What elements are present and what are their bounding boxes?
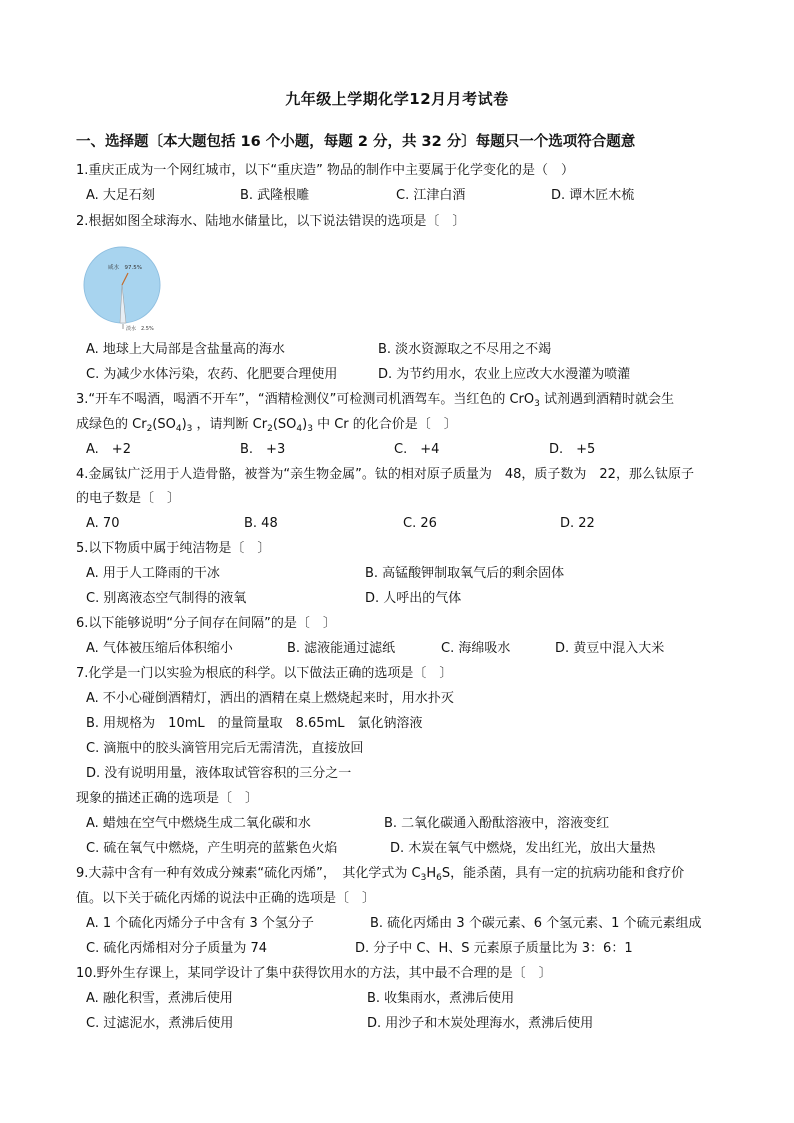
q8-option-c: C. 硫在氧气中燃烧，产生明亮的蓝紫色火焰 <box>86 841 338 856</box>
q3-option-c: C. +4 <box>394 442 440 457</box>
q2-option-b: B. 淡水资源取之不尽用之不竭 <box>378 342 552 357</box>
q2-option-c: C. 为减少水体污染，农药、化肥要合理使用 <box>86 367 338 382</box>
q8-option-b: B. 二氧化碳通入酚酞溶液中，溶液变红 <box>384 816 610 831</box>
question-8-stem: 现象的描述正确的选项是〔 〕 <box>76 791 259 806</box>
q6-option-c: C. 海绵吸水 <box>441 641 511 656</box>
q1-option-c: C. 江津白酒 <box>396 188 466 203</box>
q4-option-c: C. 26 <box>403 516 437 531</box>
q9-option-b: B. 硫化丙烯由 3 个碳元素、6 个氢元素、1 个硫元素组成 <box>370 916 702 931</box>
q4-option-b: B. 48 <box>244 516 278 531</box>
q9-option-d: D. 分子中 C、H、S 元素原子质量比为 3：6：1 <box>355 941 633 956</box>
q4-option-d: D. 22 <box>560 516 595 531</box>
question-9-stem-line2: 值。以下关于硫化丙烯的说法中正确的选项是〔 〕 <box>76 891 376 906</box>
q1-option-a: A. 大足石刻 <box>86 188 155 203</box>
question-10-stem: 10.野外生存课上，某同学设计了集中获得饮用水的方法，其中最不合理的是〔 〕 <box>76 966 552 981</box>
q1-option-d: D. 谭木匠木梳 <box>551 188 635 203</box>
q2-option-a: A. 地球上大局部是含盐量高的海水 <box>86 342 285 357</box>
q5-option-d: D. 人呼出的气体 <box>365 591 462 606</box>
question-3-stem-line1: 3.“开车不喝酒，喝酒不开车”，“酒精检测仪”可检测司机酒驾车。当红色的 CrO$_3$ 试剂遇到酒精时就会生 <box>76 392 675 409</box>
question-4-stem-line1: 4.金属钛广泛用于人造骨骼，被誉为“亲生物金属”。钛的相对原子质量为 48，质子数为 22，那么钛原子 <box>76 467 694 482</box>
q7-option-c: C. 滴瓶中的胶头滴管用完后无需清洗，直接放回 <box>86 741 364 756</box>
question-2-stem: 2.根据如图全球海水、陆地水储量比，以下说法错误的选项是〔 〕 <box>76 214 466 229</box>
page-title: 九年级上学期化学12月月考试卷 <box>285 90 509 108</box>
q8-option-a: A. 蜡烛在空气中燃烧生成二氧化碳和水 <box>86 816 311 831</box>
q5-option-b: B. 高锰酸钾制取氧气后的剩余固体 <box>365 566 565 581</box>
q3-option-d: D. +5 <box>549 442 596 457</box>
q5-option-a: A. 用于人工降雨的干冰 <box>86 566 220 581</box>
water-pie-chart <box>82 245 168 333</box>
q5-option-c: C. 别离液态空气制得的液氧 <box>86 591 247 606</box>
q6-option-a: A. 气体被压缩后体积缩小 <box>86 641 233 656</box>
q2-option-d: D. 为节约用水，农业上应改大水漫灌为喷灌 <box>378 367 631 382</box>
q9-option-a: A. 1 个硫化丙烯分子中含有 3 个氢分子 <box>86 916 314 931</box>
q10-option-a: A. 融化积雪，煮沸后使用 <box>86 991 233 1006</box>
q10-option-c: C. 过滤泥水，煮沸后使用 <box>86 1016 234 1031</box>
question-9-stem-line1: 9.大蒜中含有一种有效成分辣素“硫化丙烯”， 其化学式为 $C_3H_6S$，能杀菌，具有一定的抗病功能和食疗价 <box>76 866 685 883</box>
fresh-water-label: 淡水 2.5% <box>126 326 154 332</box>
q9-option-c: C. 硫化丙烯相对分子质量为 74 <box>86 941 268 956</box>
question-3-stem-line2: 成绿色的 $Cr_2(SO_4)_3$ ，请判断 $Cr_2(SO_4)_3$ 中 Cr 的化合价是〔 〕 <box>76 417 457 434</box>
q7-option-d: D. 没有说明用量，液体取试管容积的三分之一 <box>86 766 352 781</box>
q1-option-b: B. 武隆根雕 <box>240 188 310 203</box>
q6-option-d: D. 黄豆中混入大米 <box>555 641 665 656</box>
question-1-stem: 1.重庆正成为一个网红城市，以下“重庆造” 物品的制作中主要属于化学变化的是（ ） <box>76 163 575 178</box>
q7-option-b: B. 用规格为 10mL 的量筒量取 8.65mL 氯化钠溶液 <box>86 716 423 731</box>
question-7-stem: 7.化学是一门以实验为根底的科学。以下做法正确的选项是〔 〕 <box>76 666 453 681</box>
q10-option-d: D. 用沙子和木炭处理海水，煮沸后使用 <box>367 1016 594 1031</box>
sea-water-label: 咸水 97.5% <box>108 265 142 271</box>
question-6-stem: 6.以下能够说明“分子间存在间隔”的是〔 〕 <box>76 616 336 631</box>
section-heading: 一、选择题〔本大题包括 16 个小题，每题 2 分，共 32 分〕每题只一个选项符合题意 <box>76 134 636 150</box>
q7-option-a: A. 不小心碰倒酒精灯，洒出的酒精在桌上燃烧起来时，用水扑灭 <box>86 691 454 706</box>
question-4-stem-line2: 的电子数是〔 〕 <box>76 491 181 506</box>
q6-option-b: B. 滤液能通过滤纸 <box>287 641 396 656</box>
q4-option-a: A. 70 <box>86 516 120 531</box>
q8-option-d: D. 木炭在氧气中燃烧，发出红光，放出大量热 <box>390 841 656 856</box>
q3-option-a: A. +2 <box>86 442 131 457</box>
q10-option-b: B. 收集雨水，煮沸后使用 <box>367 991 515 1006</box>
q3-option-b: B. +3 <box>240 442 286 457</box>
question-5-stem: 5.以下物质中属于纯洁物是〔 〕 <box>76 541 271 556</box>
